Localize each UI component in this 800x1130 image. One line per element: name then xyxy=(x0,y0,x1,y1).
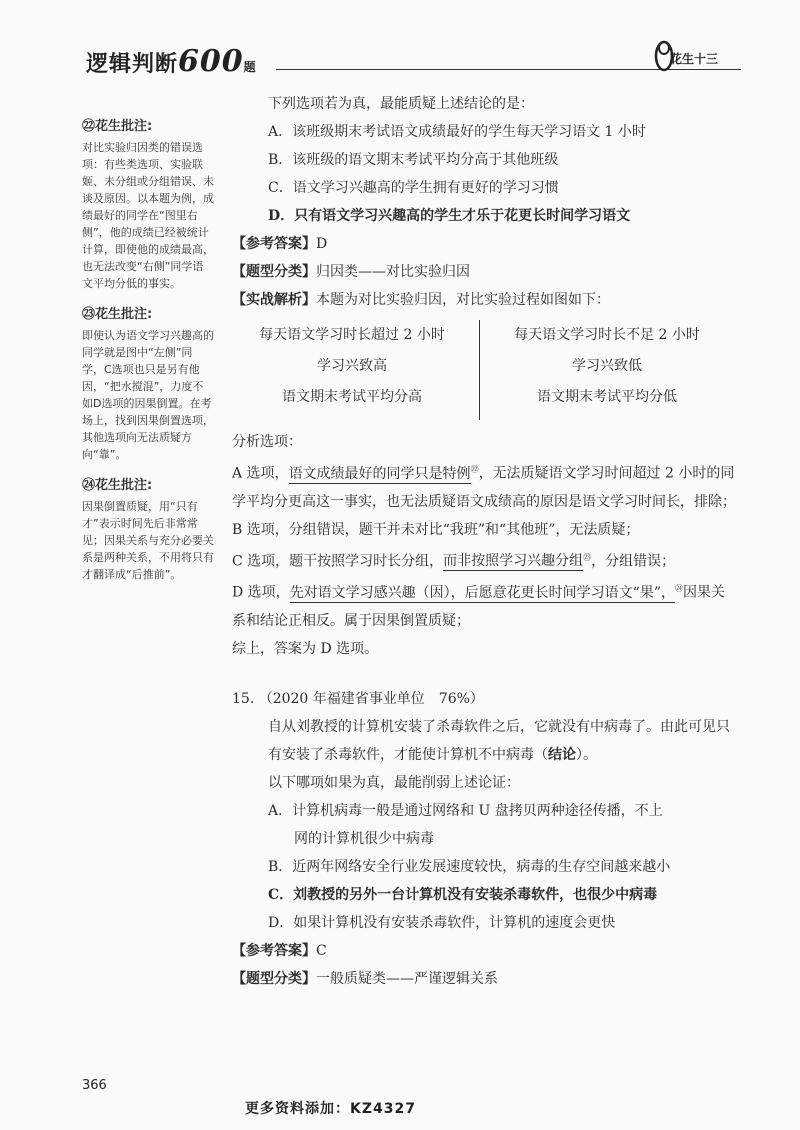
q14-option-a: A．该班级期末考试语文成绩最好的学生每天学习语文 1 小时 xyxy=(268,124,646,140)
answer-value: C xyxy=(316,942,327,959)
q15-stem-end: ）。 xyxy=(576,746,597,763)
analysis-b: B 选项，分组错误，题干并未对比“我班”和“其他班”，无法质疑； xyxy=(232,521,640,538)
q15-option-a-cont: 网的计算机很少中病毒 xyxy=(294,830,434,847)
q15-stem-bold: 结论 xyxy=(548,746,576,763)
note-23 xyxy=(82,306,214,463)
note-body: 对比实验归因类的错误选项：有些类选项、实验联姬、未分组或分组错误、未谈及原因。以本题为例，成绩最好的同学在“图里右侧”，他的成绩已经被统计计算，即使他的成绩最高，也无法改变“右侧”同学语文平均分低的事实。 xyxy=(82,141,214,290)
note-title: ㉓花生批注: xyxy=(82,307,153,322)
q15-question: 以下哪项如果为真，最能削弱上述论证： xyxy=(268,774,520,791)
analysis-d xyxy=(232,575,737,635)
comparison-left-group xyxy=(232,320,472,413)
note-ref-24: ㉔ xyxy=(675,584,684,594)
comparison-right-row: 语文期末考试平均分低 xyxy=(537,389,677,405)
analysis-c-rest: ，分组错误； xyxy=(591,553,676,570)
book-title-text: 逻辑判断 xyxy=(86,52,179,77)
analysis-a-underlined: 语文成绩最好的同学只是特例 xyxy=(288,465,471,482)
q15-stem xyxy=(232,713,737,769)
q14-option-c: C．语文学习兴趣高的学生拥有更好的学习习惯 xyxy=(268,180,559,196)
type-label: 【题型分类】 xyxy=(232,264,316,280)
comparison-divider xyxy=(479,320,480,420)
analysis-a-rest: ，无法质疑语文学习时间超过 2 小时的同学平均分更高这一事实，也无法质疑语文成绩高的原因是语文学习时间长，排除； xyxy=(232,465,736,510)
note-body: 即使认为语文学习兴趣高的同学就是图中“左侧”同学，C选项也只是另有他因，“把水搅混”，力度不如D选项的因果倒置。在考场上，找到因果倒置选项，其他选项向无法质疑方向“靠”。 xyxy=(82,329,214,461)
q14-stem: 下列选项若为真，最能质疑上述结论的是： xyxy=(268,96,534,112)
q15-answer xyxy=(232,937,737,965)
comparison-right-row: 学习兴致低 xyxy=(572,358,642,374)
logo-text: 花生十三 xyxy=(670,52,719,66)
note-ref-22: ㉒ xyxy=(470,465,479,474)
analysis-c xyxy=(232,544,737,576)
q14-type xyxy=(232,258,737,286)
comparison-right-group xyxy=(487,320,727,413)
analysis-d-rest: 因果关系和结论正相反。属于因果倒置质疑； xyxy=(232,584,726,629)
book-title-number: 600 xyxy=(178,44,244,79)
q15-option-b: B．近两年网络安全行业发展速度较快，病毒的生存空间越来越小 xyxy=(268,858,671,875)
comparison-left-row: 学习兴致高 xyxy=(317,358,387,374)
book-title-suffix: 题 xyxy=(243,60,257,74)
q14-option-d: D．只有语文学习兴趣高的学生才乐于花更长时间学习语文 xyxy=(268,208,631,224)
analysis-d-lead: D 选项， xyxy=(232,584,290,601)
q15-heading: 15. （2020 年福建省事业单位 76%） xyxy=(232,690,484,707)
answer-value: D xyxy=(316,236,328,252)
q15-option-a: A．计算机病毒一般是通过网络和 U 盘拷贝两种途径传播，不上 xyxy=(268,802,663,819)
q15-option-d: D．如果计算机没有安装杀毒软件，计算机的速度会更快 xyxy=(268,914,616,931)
note-ref-23: ㉓ xyxy=(583,552,592,562)
type-label: 【题型分类】 xyxy=(232,970,316,987)
q14-option-b: B．该班级的语文期末考试平均分高于其他班级 xyxy=(268,152,559,168)
page-number: 366 xyxy=(82,1078,107,1093)
answer-label: 【参考答案】 xyxy=(232,942,316,959)
q15-option-c: C．刘教授的另外一台计算机没有安装杀毒软件，也很少中病毒 xyxy=(268,886,658,903)
note-24 xyxy=(82,477,214,583)
analysis-c-underlined: 而非按照学习兴趣分组 xyxy=(443,553,584,570)
analysis-a-lead: A 选项， xyxy=(232,465,289,482)
comparison-diagram xyxy=(232,320,737,420)
sidebar-notes xyxy=(82,118,214,597)
type-value: 归因类——对比实验归因 xyxy=(316,264,470,280)
q15-type xyxy=(232,965,737,993)
q14-answer xyxy=(232,230,737,258)
main-content xyxy=(232,90,737,993)
analysis-label: 【实战解析】 xyxy=(232,292,316,308)
page-header xyxy=(86,36,706,82)
comparison-left-row: 语文期末考试平均分高 xyxy=(282,389,422,405)
answer-label: 【参考答案】 xyxy=(232,236,316,252)
comparison-right-row: 每天语文学习时长不足 2 小时 xyxy=(514,327,700,343)
footer-note: 更多资料添加：KZ4327 xyxy=(245,1101,416,1117)
analysis-conclusion: 综上，答案为 D 选项。 xyxy=(232,640,379,657)
analysis-c-lead: C 选项，题干按照学习时长分组， xyxy=(232,553,444,570)
analysis-d-underlined: 先对语文学习感兴趣（因），后愿意花更长时间学习语文“果”， xyxy=(289,584,676,601)
note-title: ㉔花生批注: xyxy=(82,478,153,493)
q15-stem-text: 自从刘教授的计算机安装了杀毒软件之后，它就没有中病毒了。由此可见只有安装了杀毒软件，才能使计算机不中病毒（ xyxy=(268,718,730,763)
analysis-intro: 本题为对比实验归因，对比实验过程如图如下： xyxy=(316,292,610,308)
q14-analysis xyxy=(232,286,737,314)
note-body: 因果倒置质疑，用“只有才”表示时间先后非常常见；因果关系与充分必要关系是两种关系，不用将只有才翻译成“后推前”。 xyxy=(82,500,214,581)
note-title: ㉒花生批注: xyxy=(82,119,153,134)
analysis-a xyxy=(232,456,737,516)
type-value: 一般质疑类——严谨逻辑关系 xyxy=(316,970,498,987)
comparison-left-row: 每天语文学习时长超过 2 小时 xyxy=(259,327,445,343)
book-title xyxy=(86,44,257,79)
note-22 xyxy=(82,118,214,292)
analysis-options-heading: 分析选项： xyxy=(232,434,302,450)
